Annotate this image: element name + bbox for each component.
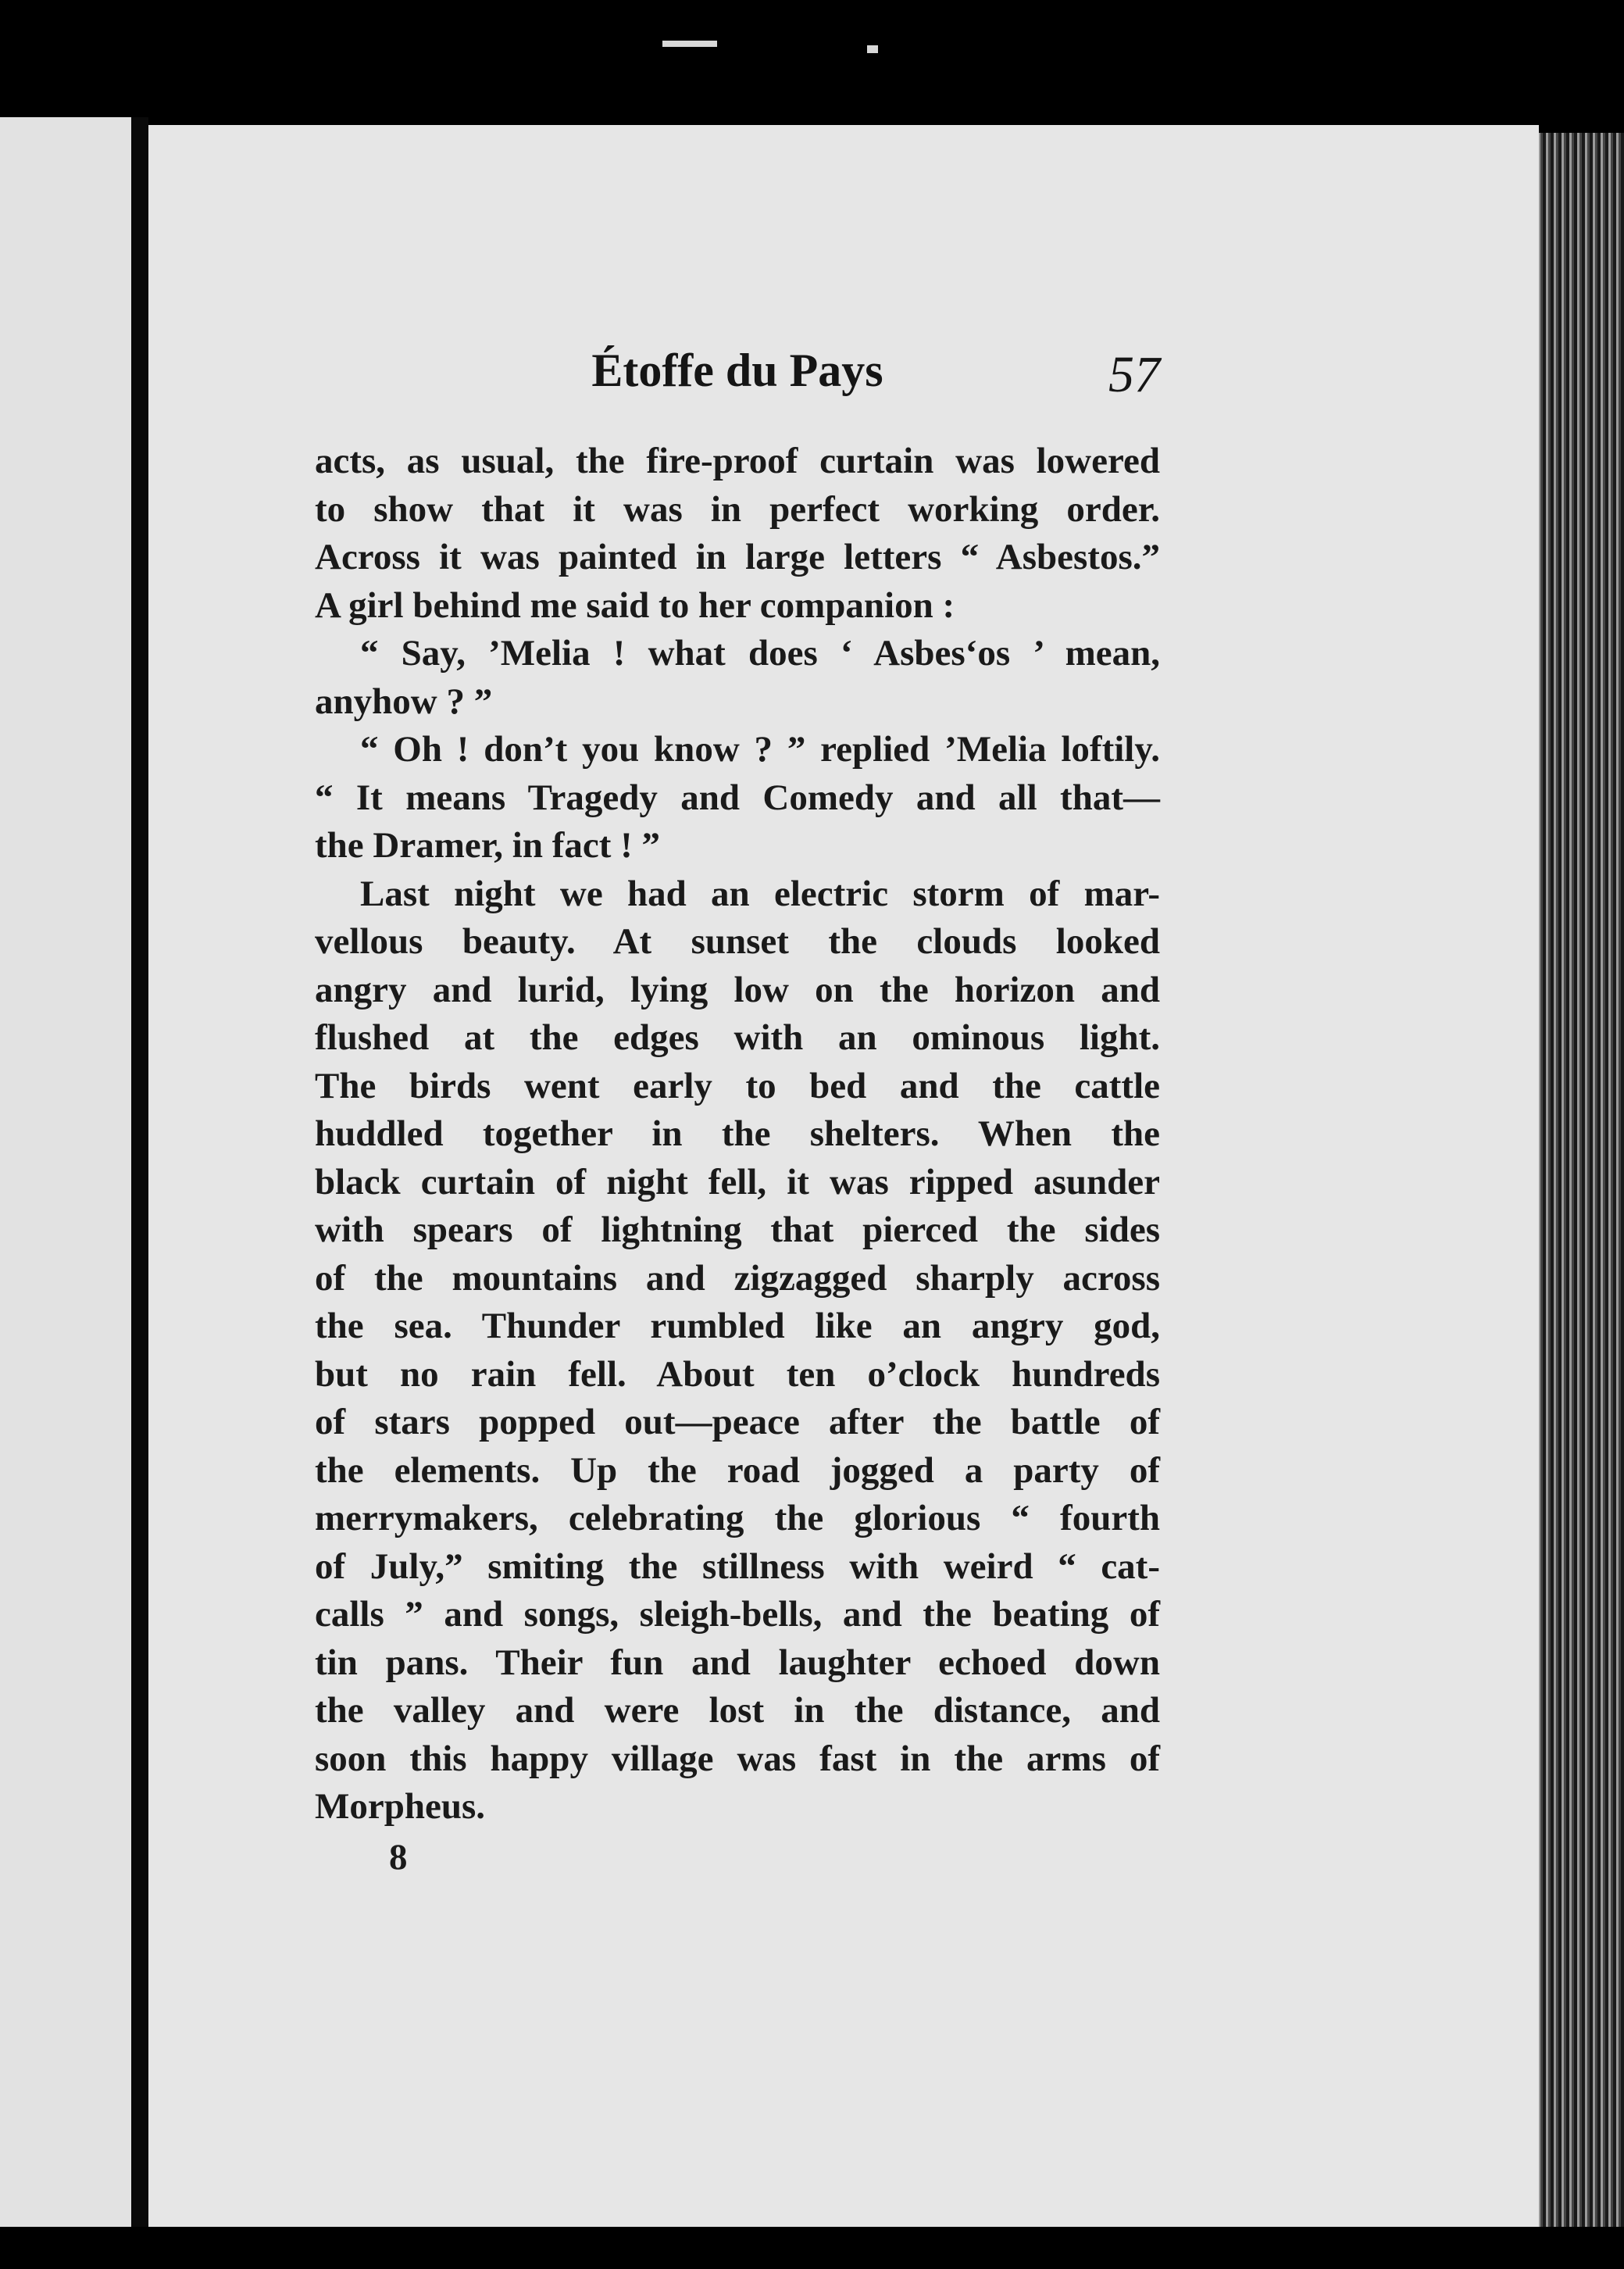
page-stack-edges [1527,133,1624,2242]
running-title: Étoffe du Pays [591,345,883,396]
text-line: Across it was painted in large letters “ Asbestos.” [315,537,1160,577]
text-line: Morpheus. [315,1786,486,1827]
scan-top-border [0,0,1624,125]
text-line: vellous beauty. At sunset the clouds looked [315,921,1160,962]
text-line: of the mountains and zigzagged sharply across [315,1257,1160,1299]
text-line: the Dramer, in fact ! ” [315,825,661,866]
signature-mark: 8 [389,1837,408,1878]
text-line: black curtain of night fell, it was ripped asunder [315,1161,1160,1202]
text-line: tin pans. Their fun and laughter echoed down [315,1642,1160,1683]
body-text [315,438,1160,1831]
text-line: “ Say, ’Melia ! what does ‘ Asbes‘os ’ mean, [360,633,1160,674]
text-line: anyhow ? ” [315,681,493,722]
scan-speck [867,45,878,53]
text-line: merrymakers, celebrating the glorious “ fourth [315,1498,1160,1538]
text-line: of July,” smiting the stillness with weird “ cat- [315,1545,1160,1587]
text-line: the elements. Up the road jogged a party of [315,1449,1160,1491]
text-line: to show that it was in perfect working order. [315,488,1160,530]
text-line: Last night we had an electric storm of mar- [360,873,1160,914]
text-line: calls ” and songs, sleigh-bells, and the beating of [315,1594,1160,1635]
text-line: but no rain fell. About ten o’clock hundreds [315,1353,1160,1395]
text-line: flushed at the edges with an ominous light. [315,1017,1160,1058]
text-line: A girl behind me said to her companion : [315,584,955,626]
page-number: 57 [1108,346,1160,403]
scan-bottom-border [0,2227,1624,2269]
text-line: “ Oh ! don’t you know ? ” replied ’Melia loftily. [360,729,1160,770]
text-line: “ It means Tragedy and Comedy and all that— [315,777,1160,818]
text-line: with spears of lightning that pierced the sides [315,1210,1160,1250]
text-line: angry and lurid, lying low on the horizon and [315,969,1160,1010]
scan-speck [662,41,717,47]
text-line: the valley and were lost in the distance, and [315,1690,1160,1731]
facing-page-edge [0,117,133,2227]
text-line: acts, as usual, the fire-proof curtain was lowered [315,441,1160,481]
text-line: soon this happy village was fast in the arms of [315,1738,1160,1779]
text-line: huddled together in the shelters. When the [315,1113,1160,1154]
book-gutter [131,117,148,2242]
page-header [315,344,1160,414]
text-line: the sea. Thunder rumbled like an angry god, [315,1306,1160,1346]
text-line: of stars popped out—peace after the battle of [315,1402,1160,1442]
text-line: The birds went early to bed and the cattle [315,1065,1160,1106]
